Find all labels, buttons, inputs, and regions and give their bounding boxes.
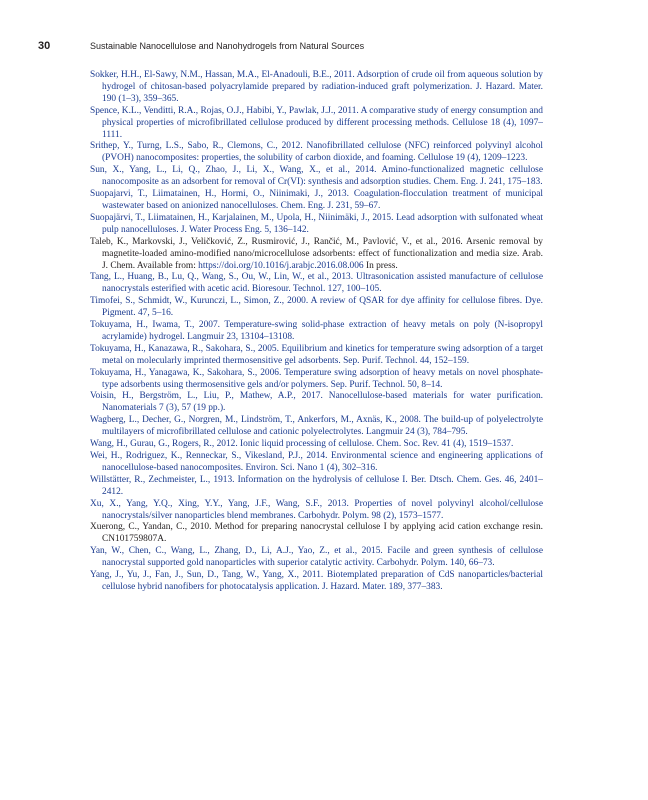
reference-text[interactable]: Tang, L., Huang, B., Lu, Q., Wang, S., Ou, W., Lin, W., et al., 2013. Ultrasonication assisted manufacture of cellulose nanocrystals esterified with acetic acid. Bioresour. Technol. 127, 100–105. [90,272,543,295]
page-number: 30 [38,40,51,52]
reference-item[interactable] [90,141,543,165]
reference-item[interactable] [90,344,543,368]
reference-text[interactable]: Suopajärvi, T., Liimatainen, H., Karjalainen, M., Upola, H., Niinimäki, J., 2015. Lead adsorption with sulfonated wheat pulp nanocelluloses. J. Water Process Eng. 5, 136–142. [90,212,543,235]
reference-item [90,522,543,546]
reference-text[interactable]: Spence, K.L., Venditti, R.A., Rojas, O.J., Habibi, Y., Pawlak, J.J., 2011. A comparative study of energy consumption and physical properties of microfibrillated cellulose produced by different processing methods. Cellulose 18 (4), 1097–1111. [90,105,543,140]
reference-item[interactable] [90,70,543,106]
reference-item[interactable] [90,499,543,523]
reference-item[interactable] [90,475,543,499]
reference-item[interactable] [90,570,543,594]
reference-text[interactable]: Tokuyama, H., Yanagawa, K., Sakohara, S., 2006. Temperature swing adsorption of heavy metals on novel phosphate-type adsorbents using thermosensitive gels and/or polymers. Sep. Purif. Technol. 50, 8–14. [90,367,543,390]
reference-item[interactable] [90,391,543,415]
reference-item[interactable] [90,546,543,570]
reference-text[interactable]: Wagberg, L., Decher, G., Norgren, M., Lindström, T., Ankerfors, M., Axnäs, K., 2008. The build-up of polyelectrolyte multilayers of microfibrillated cellulose and cationic polyelectrolytes. Langmuir 24 (3), 784–795. [90,415,543,438]
reference-text[interactable]: Sun, X., Yang, L., Li, Q., Zhao, J., Li, X., Wang, X., et al., 2014. Amino-functionalized magnetic cellulose nanocomposite as an adsorbent for removal of Cr(VI): synthesis and adsorption studies. Chem. Eng. J. 241, 175–183. [90,165,543,188]
reference-text[interactable]: Srithep, Y., Turng, L.S., Sabo, R., Clemons, C., 2012. Nanofibrillated cellulose (NFC) reinforced polyvinyl alcohol (PVOH) nanocomposites: properties, the solubility of carbon dioxide, and foaming. Cellulose 19 (4), 1209–1223. [90,141,543,164]
reference-item[interactable] [90,272,543,296]
running-head [38,40,618,54]
reference-item[interactable] [90,106,543,142]
doi-link[interactable]: https://doi.org/10.1016/j.arabjc.2016.08.006 [198,260,364,271]
reference-item[interactable] [90,213,543,237]
reference-item[interactable] [90,451,543,475]
reference-list [90,70,543,594]
reference-text[interactable]: Timofei, S., Schmidt, W., Kurunczi, L., Simon, Z., 2000. A review of QSAR for dye affinity for cellulose fibres. Dye. Pigment. 47, 5–16. [90,296,543,319]
reference-text: Taleb, K., Markovski, J., Veličković, Z., Rusmirović, J., Rančić, M., Pavlović, V., et al., 2016. Arsenic removal by magnetite-loaded amino-modified nano/microcellulose adsorbents: effect of functionalization and media size. Arab. J. Chem. Available from: [90,236,543,271]
reference-item[interactable] [90,439,543,451]
reference-text[interactable]: Tokuyama, H., Iwama, T., 2007. Temperature-swing solid-phase extraction of heavy metals on poly (N-isopropyl acrylamide) hydrogel. Langmuir 23, 13104–13108. [90,320,543,342]
reference-item[interactable] [90,415,543,439]
reference-item[interactable] [90,189,543,213]
reference-item[interactable] [90,368,543,392]
reference-text[interactable]: Sokker, H.H., El-Sawy, N.M., Hassan, M.A., El-Anadouli, B.E., 2011. Adsorption of crude oil from aqueous solution by hydrogel of chitosan-based polyacrylamide prepared by radiation-induced graft polymerization. J. Hazard. Mater. 190 (1–3), 359–365. [90,70,543,104]
reference-item[interactable] [90,296,543,320]
reference-note: In press. [363,260,398,271]
reference-text[interactable]: Tokuyama, H., Kanazawa, R., Sakohara, S., 2005. Equilibrium and kinetics for temperature swing adsorption of a target metal on molecularly imprinted thermosensitive gel adsorbents. Sep. Purif. Technol. 44, 152–159. [90,343,543,366]
reference-item[interactable] [90,320,543,344]
reference-text: Xuerong, C., Yandan, C., 2010. Method for preparing nanocrystal cellulose I by applying acid cation exchange resin. CN101759807A. [90,522,543,545]
reference-item [90,237,543,273]
book-title: Sustainable Nanocellulose and Nanohydrogels from Natural Sources [90,41,365,51]
reference-text[interactable]: Suopajarvi, T., Liimatainen, H., Hormi, O., Niinimaki, J., 2013. Coagulation-flocculation treatment of municipal wastewater based on anionized nanocelluloses. Chem. Eng. J. 231, 59–67. [90,189,543,211]
reference-text[interactable]: Yang, J., Yu, J., Fan, J., Sun, D., Tang, W., Yang, X., 2011. Biotemplated preparation of CdS nanoparticles/bacterial cellulose hybrid nanofibers for photocatalysis application. J. Hazard. Mater. 189, 377–383. [90,570,543,592]
reference-item[interactable] [90,165,543,189]
reference-text[interactable]: Wang, H., Gurau, G., Rogers, R., 2012. Ionic liquid processing of cellulose. Chem. Soc. Rev. 41 (4), 1519–1537. [90,439,514,450]
reference-text[interactable]: Xu, X., Yang, Y.Q., Xing, Y.Y., Yang, J.F., Wang, S.F., 2013. Properties of novel polyvinyl alcohol/cellulose nanocrystals/silver nanoparticles blend membranes. Carbohydr. Polym. 98 (2), 1573–1577. [90,498,543,521]
reference-text[interactable]: Willstätter, R., Zechmeister, L., 1913. Information on the hydrolysis of cellulose I. Ber. Dtsch. Chem. Ges. 46, 2401–2412. [90,474,543,497]
reference-text[interactable]: Voisin, H., Bergström, L., Liu, P., Mathew, A.P., 2017. Nanocellulose-based materials for water purification. Nanomaterials 7 (3), 57 (19 pp.). [90,391,543,414]
reference-text[interactable]: Wei, H., Rodriguez, K., Renneckar, S., Vikesland, P.J., 2014. Environmental science and engineering applications of nanocellulose-based nanocomposites. Environ. Sci. Nano 1 (4), 302–316. [90,451,543,473]
reference-text[interactable]: Yan, W., Chen, C., Wang, L., Zhang, D., Li, A.J., Yao, Z., et al., 2015. Facile and green synthesis of cellulose nanocrystal supported gold nanoparticles with superior catalytic activity. Carbohydr. Polym. 140, 66–73. [90,546,543,569]
